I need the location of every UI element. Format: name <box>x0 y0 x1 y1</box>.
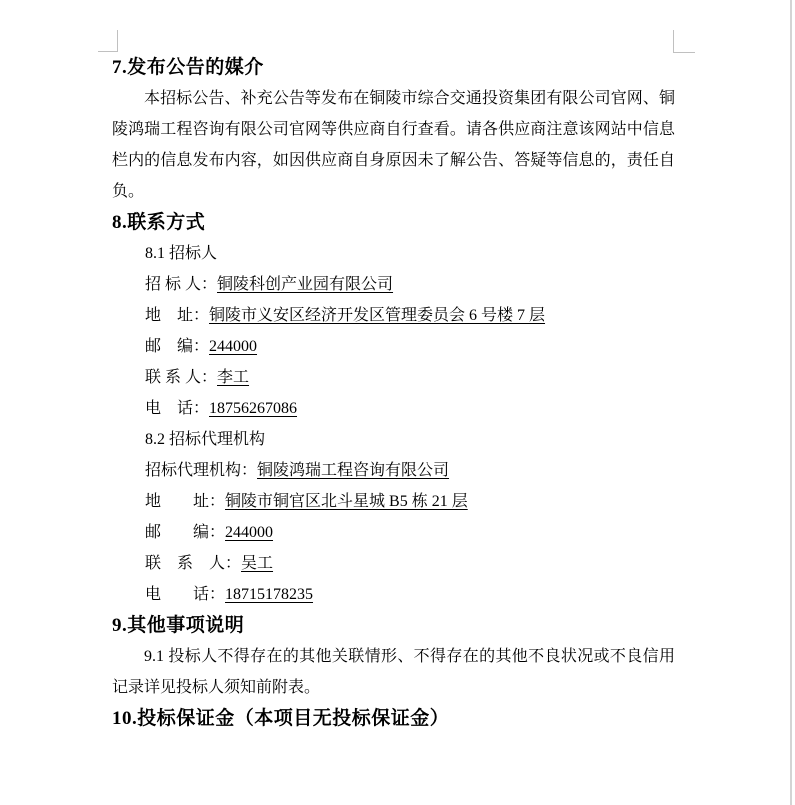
section-10-heading: 10.投标保证金（本项目无投标保证金） <box>112 708 450 729</box>
field-label-tenderer-contact: 联 系 人： <box>145 369 218 386</box>
field-label-tenderer-postcode: 邮 编： <box>145 338 210 355</box>
field-row-agency <box>112 455 675 486</box>
margin-crop-mark-left <box>98 30 118 52</box>
field-value-tenderer-phone: 18756267086 <box>209 400 298 417</box>
field-row-agency-address <box>112 486 675 517</box>
field-row-agency-phone <box>112 579 675 610</box>
field-value-agency-contact: 吴工 <box>241 555 274 572</box>
document-content <box>112 52 675 734</box>
field-label-agency: 招标代理机构： <box>145 462 258 479</box>
page-right-edge <box>790 0 792 805</box>
field-value-agency-address: 铜陵市铜官区北斗星城 B5 栋 21 层 <box>225 493 468 510</box>
section-8-heading: 8.联系方式 <box>112 212 206 233</box>
section-7-paragraph: 本招标公告、补充公告等发布在铜陵市综合交通投资集团有限公司官网、铜陵鸿瑞工程咨询有限公司官网等供应商自行查看。请各供应商注意该网站中信息栏内的信息发布内容，如因供应商自身原因未了解公告、答疑等信息的，责任自负。 <box>112 90 675 200</box>
field-row-tenderer-contact <box>112 362 675 393</box>
field-value-agency-phone: 18715178235 <box>225 586 314 603</box>
field-label-tenderer: 招 标 人： <box>145 276 218 293</box>
field-row-tenderer-address <box>112 300 675 331</box>
margin-crop-mark-right <box>673 30 695 53</box>
field-row-tenderer <box>112 269 675 300</box>
field-value-tenderer-contact: 李工 <box>217 369 250 386</box>
field-row-tenderer-postcode <box>112 331 675 362</box>
field-row-agency-contact <box>112 548 675 579</box>
field-value-tenderer-postcode: 244000 <box>209 338 258 355</box>
field-label-tenderer-address: 地 址： <box>145 307 210 324</box>
section-8-2-title: 8.2 招标代理机构 <box>145 431 266 448</box>
field-label-agency-phone: 电 话： <box>145 586 226 603</box>
field-value-tenderer: 铜陵科创产业园有限公司 <box>217 276 394 293</box>
field-label-agency-address: 地 址： <box>145 493 226 510</box>
field-label-agency-postcode: 邮 编： <box>145 524 226 541</box>
section-9-paragraph: 9.1 投标人不得存在的其他关联情形、不得存在的其他不良状况或不良信用记录详见投标人须知前附表。 <box>112 648 675 696</box>
field-value-agency: 铜陵鸿瑞工程咨询有限公司 <box>257 462 450 479</box>
section-8-1-title: 8.1 招标人 <box>145 245 218 262</box>
field-row-tenderer-phone <box>112 393 675 424</box>
field-value-agency-postcode: 244000 <box>225 524 274 541</box>
section-7-heading: 7.发布公告的媒介 <box>112 57 264 78</box>
field-row-agency-postcode <box>112 517 675 548</box>
field-label-tenderer-phone: 电 话： <box>145 400 210 417</box>
field-label-agency-contact: 联 系 人： <box>145 555 242 572</box>
section-9-heading: 9.其他事项说明 <box>112 615 245 636</box>
field-value-tenderer-address: 铜陵市义安区经济开发区管理委员会 6 号楼 7 层 <box>209 307 546 324</box>
